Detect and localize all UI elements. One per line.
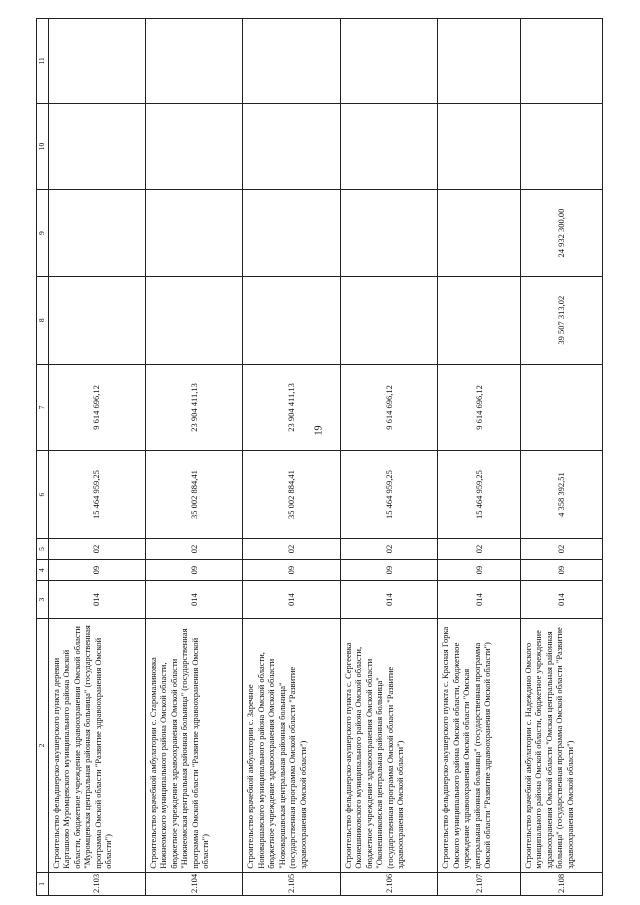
cell-amount-11 (340, 19, 437, 104)
cell-code-4: 09 (145, 560, 242, 581)
row-description: Строительство фельдшерско-акушерского пункта с. Сергеевка Оконешниковского муниципального района Омской области, бюджетное учреждение здравоохранения Омской области "Оконешниковская центральная районная больница" (государственная программа Омской области "Развитие здравоохранения Омской области") (340, 619, 437, 873)
cell-amount-9 (145, 190, 242, 277)
cell-amount-9 (438, 190, 520, 277)
cell-amount-6: 35 002 884,41 (243, 451, 340, 539)
cell-code-5: 02 (340, 538, 437, 559)
row-number: 2.105 (243, 872, 340, 895)
cell-amount-7 (520, 364, 602, 451)
rotated-page (36, 18, 603, 896)
row-description: Строительство врачебной амбулатории с. Заречное Нововаршавского муниципального района Омской области, бюджетное учреждение здравоохранения Омской области "Нововаршавская центральная районная больница" (государственная программа Омской области "Развитие здравоохранения Омской области") (243, 619, 340, 873)
cell-amount-9 (243, 190, 340, 277)
page-number-text: 19 (313, 425, 325, 435)
row-number: 2.108 (520, 872, 602, 895)
col-header: 10 (37, 103, 49, 190)
cell-amount-9 (340, 190, 437, 277)
cell-amount-11 (438, 19, 520, 104)
cell-amount-8 (48, 276, 145, 364)
cell-amount-9: 24 932 300,00 (520, 190, 602, 277)
col-header: 1 (37, 872, 49, 895)
cell-code-3: 014 (48, 581, 145, 619)
row-description: Строительство фельдшерско-акушерского пункта с. Красная Горка Омского муниципального района Омской области, бюджетное учреждение здравоохранения Омской области "Омская центральная районная больница" (государственная программа Омской области "Развитие здравоохранения Омской области") (438, 619, 520, 873)
cell-code-5: 02 (243, 538, 340, 559)
cell-amount-8: 39 507 313,02 (520, 276, 602, 364)
row-number: 2.107 (438, 872, 520, 895)
row-description: Строительство фельдшерско-акушерского пункта деревни Карташово Муромцевского муниципального района Омской области, бюджетное учреждение здравоохранения Омской области "Муромцевская центральная районная больница" (государственная программа Омской области "Развитие здравоохранения Омской области") (48, 619, 145, 873)
cell-code-4: 09 (340, 560, 437, 581)
cell-amount-10 (243, 103, 340, 190)
cell-amount-10 (340, 103, 437, 190)
cell-amount-7: 9 614 696,12 (48, 364, 145, 451)
cell-amount-6: 15 464 959,25 (48, 451, 145, 539)
table-row (243, 19, 340, 896)
cell-amount-7: 23 904 411,13 (145, 364, 242, 451)
cell-amount-8 (438, 276, 520, 364)
cell-code-3: 014 (145, 581, 242, 619)
table-row (520, 19, 602, 896)
cell-code-4: 09 (520, 560, 602, 581)
table-row (438, 19, 520, 896)
cell-amount-10 (438, 103, 520, 190)
header-row (37, 19, 49, 896)
cell-amount-6: 15 464 959,25 (438, 451, 520, 539)
cell-code-4: 09 (438, 560, 520, 581)
cell-amount-9 (48, 190, 145, 277)
table-row (145, 19, 242, 896)
cell-amount-10 (145, 103, 242, 190)
col-header: 6 (37, 451, 49, 539)
cell-amount-8 (145, 276, 242, 364)
budget-table-area (36, 18, 603, 896)
cell-code-4: 09 (243, 560, 340, 581)
col-header: 3 (37, 581, 49, 619)
row-number: 2.106 (340, 872, 437, 895)
row-description: Строительство врачебной амбулатории с. Надеждино Омского муниципального района Омской области, бюджетное учреждение здравоохранения Омской области "Омская центральная районная больница" (государственная программа Омской области "Развитие здравоохранения Омской области") (520, 619, 602, 873)
col-header: 11 (37, 19, 49, 104)
cell-code-3: 014 (438, 581, 520, 619)
cell-code-5: 02 (48, 538, 145, 559)
cell-amount-7: 9 614 696,12 (438, 364, 520, 451)
cell-amount-8 (340, 276, 437, 364)
cell-amount-8 (243, 276, 340, 364)
table-row (48, 19, 145, 896)
cell-code-4: 09 (48, 560, 145, 581)
cell-code-5: 02 (438, 538, 520, 559)
cell-amount-11 (243, 19, 340, 104)
cell-code-5: 02 (520, 538, 602, 559)
col-header: 5 (37, 538, 49, 559)
cell-code-5: 02 (145, 538, 242, 559)
col-header: 4 (37, 560, 49, 581)
cell-amount-7: 23 904 411,13 (243, 364, 340, 451)
cell-amount-7: 9 614 696,12 (340, 364, 437, 451)
cell-amount-11 (520, 19, 602, 104)
col-header: 7 (37, 364, 49, 451)
cell-amount-6: 15 464 959,25 (340, 451, 437, 539)
cell-amount-11 (48, 19, 145, 104)
table-row (340, 19, 437, 896)
cell-code-3: 014 (520, 581, 602, 619)
cell-amount-6: 4 358 392,51 (520, 451, 602, 539)
cell-code-3: 014 (243, 581, 340, 619)
col-header: 9 (37, 190, 49, 277)
col-header: 2 (37, 619, 49, 873)
cell-code-3: 014 (340, 581, 437, 619)
col-header: 8 (37, 276, 49, 364)
cell-amount-10 (48, 103, 145, 190)
row-number: 2.104 (145, 872, 242, 895)
cell-amount-10 (520, 103, 602, 190)
cell-amount-11 (145, 19, 242, 104)
budget-table (36, 18, 603, 896)
cell-amount-6: 35 002 884,41 (145, 451, 242, 539)
row-number: 2.103 (48, 872, 145, 895)
row-description: Строительство врачебной амбулатории с. Старомалиновка Нижнеомского муниципального района Омской области, бюджетное учреждение здравоохранения Омской области "Нижнеомская центральная районная больница" (государственная программа Омской области "Развитие здравоохранения Омской области") (145, 619, 242, 873)
